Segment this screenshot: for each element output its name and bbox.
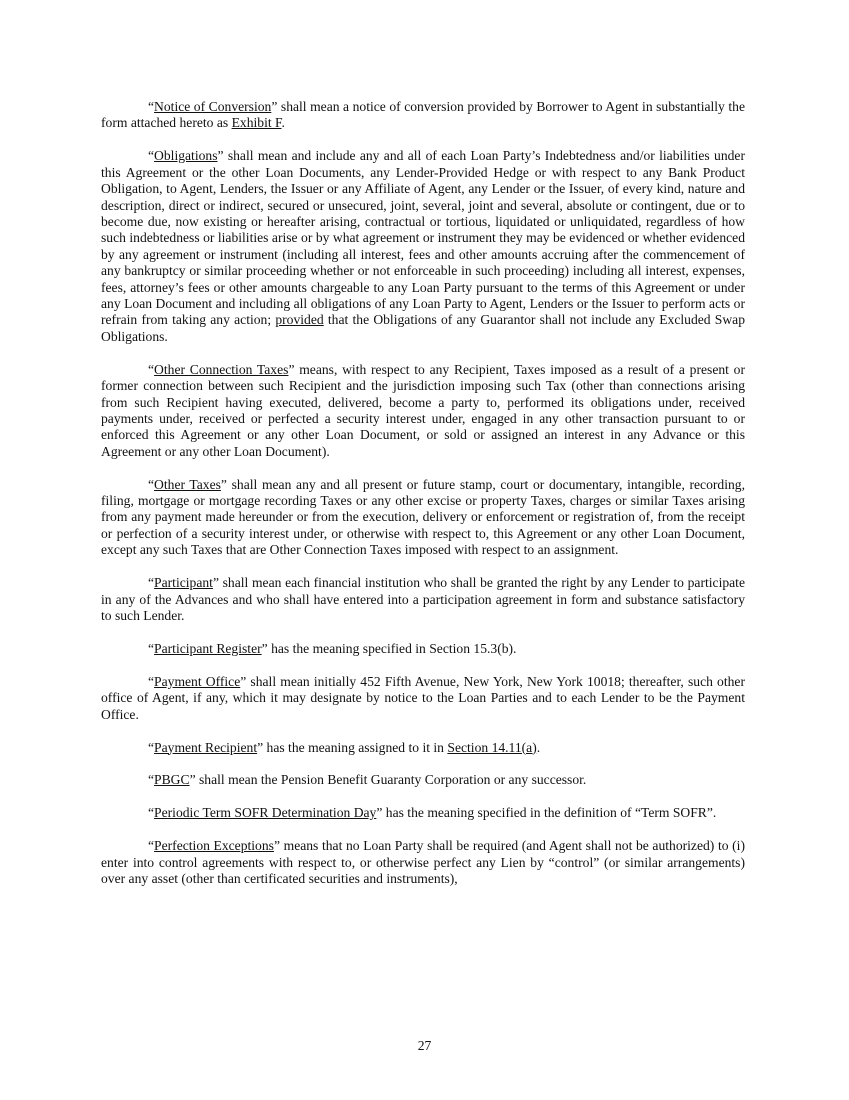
definition-paragraph-other-taxes bbox=[101, 477, 745, 559]
defined-term: Exhibit F bbox=[231, 115, 282, 131]
definition-text: “ bbox=[148, 838, 155, 854]
definition-text: “ bbox=[148, 640, 155, 656]
definition-text: “ bbox=[148, 739, 155, 755]
defined-term: PBGC bbox=[154, 772, 190, 788]
definition-text: . bbox=[281, 115, 285, 131]
definition-text: ” shall mean any and all present or future stamp, court or documentary, intangible, recording, filing, mortgage or mortgage recording Taxes or any other excise or property Taxes, charges or similar Taxes arising from any payment made hereunder or from the execution, delivery or enforcement or registration of, from the receipt or perfection of a security interest under, or otherwise with respect to, this Agreement or any other Loan Document, except any such Taxes that are Other Connection Taxes imposed with respect to an assignment. bbox=[101, 476, 745, 558]
defined-term: Participant bbox=[154, 575, 213, 591]
definition-text: “ bbox=[148, 805, 155, 821]
definition-paragraph-participant-register bbox=[101, 641, 745, 657]
definition-paragraph-obligations bbox=[101, 148, 745, 345]
definition-paragraph-perfection-exceptions bbox=[101, 838, 745, 887]
definition-paragraph-payment-office bbox=[101, 674, 745, 723]
definition-paragraph-participant bbox=[101, 575, 745, 624]
definition-text: ” shall mean initially 452 Fifth Avenue, New York, New York 10018; thereafter, such other office of Agent, if any, which it may designate by notice to the Loan Parties and to each Lender to be the Payment Office. bbox=[101, 673, 745, 722]
defined-term: Other Connection Taxes bbox=[154, 361, 289, 377]
definition-text: ” shall mean the Pension Benefit Guaranty Corporation or any successor. bbox=[189, 772, 587, 788]
defined-term: provided bbox=[275, 312, 324, 328]
definition-text: that the Obligations of any Guarantor shall not include any Excluded Swap Obligations. bbox=[101, 312, 745, 344]
definition-paragraph-periodic-term-sofr bbox=[101, 805, 745, 821]
defined-term: Notice of Conversion bbox=[154, 99, 272, 114]
definition-paragraph-notice-of-conversion bbox=[101, 99, 745, 132]
definition-text: ” means, with respect to any Recipient, Taxes imposed as a result of a present or former connection between such Recipient and the jurisdiction imposing such Tax (other than connections arising from such Recipient having executed, delivered, become a party to, performed its obligations under, received payments under, received or perfected a security interest under, engaged in any other transaction pursuant to or enforced this Agreement or any other Loan Document, or sold or assigned an interest in any Advance or this Agreement or any other Loan Document). bbox=[101, 361, 745, 459]
definition-text: “ bbox=[148, 575, 155, 591]
defined-term: Periodic Term SOFR Determination Day bbox=[154, 805, 377, 821]
defined-term: Section 14.11(a) bbox=[447, 739, 537, 755]
definition-text: “ bbox=[148, 361, 155, 377]
definition-text: “ bbox=[148, 772, 155, 788]
definition-text: ” shall mean a notice of conversion provided by Borrower to Agent in substantially the form attached hereto as bbox=[101, 99, 745, 131]
document-body bbox=[101, 99, 745, 904]
definition-text: . bbox=[536, 739, 541, 755]
defined-term: Perfection Exceptions bbox=[154, 838, 274, 854]
definition-text: “ bbox=[148, 148, 155, 164]
defined-term: Payment Office bbox=[154, 673, 241, 689]
defined-term: Obligations bbox=[154, 148, 218, 164]
defined-term: Payment Recipient bbox=[154, 739, 258, 755]
definition-text: ” shall mean each financial institution who shall be granted the right by any Lender to participate in any of the Advances and who shall have entered into a participation agreement in form and substance satisfactory to such Lender. bbox=[101, 575, 745, 623]
definition-text: ” shall mean and include any and all of each Loan Party’s Indebtedness and/or liabilities under this Agreement or the other Loan Documents, any Lender-Provided Hedge or with respect to any Bank Product Obligation, to Agent, Lenders, the Issuer or any Affiliate of Agent, any Lender or the Issuer, of every kind, nature and description, direct or indirect, secured or unsecured, joint, several, joint and several, absolute or contingent, due or to become due, now existing or hereafter arising, contractual or tortious, liquidated or unliquidated, regardless of how such indebtedness or liabilities arise or by what agreement or instrument they may be evidenced or whether evidenced by any agreement or instrument (including all interest, fees and other amounts accruing after the commencement of any bankruptcy or similar proceeding whether or not enforceable in such proceeding) including all interest, expenses, fees, attorney’s fees or other amounts chargeable to any Loan Party pursuant to the terms of this Agreement or under any Loan Document and including all obligations of any Loan Party to Agent, Lenders or the Issuer to perform acts or refrain from taking any action; bbox=[101, 148, 745, 328]
definition-text: ” has the meaning specified in Section 15.3(b). bbox=[261, 640, 517, 656]
page-number: 27 bbox=[417, 1038, 432, 1053]
definition-text: ” has the meaning specified in the definition of “Term SOFR”. bbox=[376, 805, 717, 821]
definition-text: “ bbox=[148, 673, 155, 689]
definition-text: ” has the meaning assigned to it in bbox=[257, 739, 448, 755]
definition-paragraph-payment-recipient bbox=[101, 740, 745, 756]
defined-term: Other Taxes bbox=[154, 476, 221, 492]
defined-term: Participant Register bbox=[154, 640, 262, 656]
definition-paragraph-pbgc bbox=[101, 772, 745, 788]
definition-text: “ bbox=[148, 476, 155, 492]
definition-paragraph-other-connection-taxes bbox=[101, 362, 745, 460]
definition-text: ” means that no Loan Party shall be required (and Agent shall not be authorized) to (i) enter into control agreements with respect to, or otherwise perfect any Lien by “control” (or similar arrangements) over any asset (other than certificated securities and instruments), bbox=[101, 838, 745, 887]
definition-text: “ bbox=[148, 99, 155, 114]
